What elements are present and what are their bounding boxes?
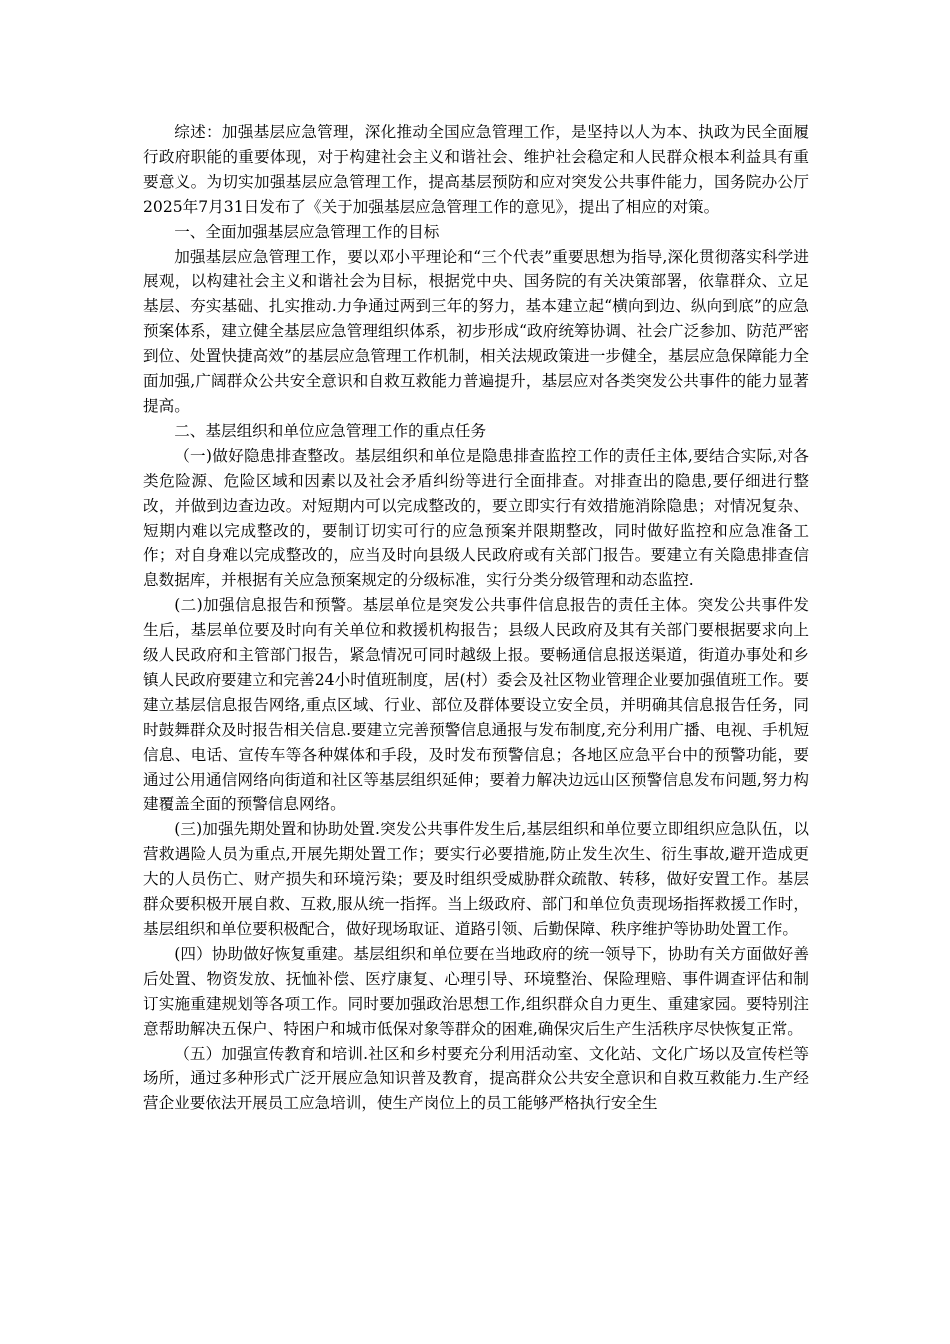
task-paragraph-3: (三)加强先期处置和协助处置.突发公共事件发生后,基层组织和单位要立即组织应急队伍，以营救遇险人员为重点,开展先期处置工作；要实行必要措施,防止发生次生、衍生事故,避开造成更大的人员伤亡、财产损失和环境污染；要及时组织受威胁群众疏散、转移，做好安置工作。基层群众要积极开展自救、互救,服从统一指挥。当上级政府、部门和单位负责现场指挥救援工作时，基层组织和单位要积极配合，做好现场取证、道路引领、后勤保障、秩序维护等协助处置工作。 (143, 820, 809, 938)
summary-paragraph: 综述：加强基层应急管理，深化推动全国应急管理工作，是坚持以人为本、执政为民全面履行政府职能的重要体现，对于构建社会主义和谐社会、维护社会稳定和人民群众根本利益具有重要意义。为切实加强基层应急管理工作，提高基层预防和应对突发公共事件能力，国务院办公厅2025年7月31日发布了《关于加强基层应急管理工作的意见》，提出了相应的对策。 (143, 123, 809, 216)
task-paragraph-2: (二)加强信息报告和预警。基层单位是突发公共事件信息报告的责任主体。突发公共事件发生后，基层单位要及时向有关单位和救援机构报告；县级人民政府及其有关部门要根据要求向上级人民政府和主管部门报告，紧急情况可同时越级上报。要畅通信息报送渠道，街道办事处和乡镇人民政府要建立和完善24小时值班制度，居(村）委会及社区物业管理企业要加强值班工作。要建立基层信息报告网络,重点区域、行业、部位及群体要设立安全员，并明确其信息报告任务，同时鼓舞群众及时报告相关信息.要建立完善预警信息通报与发布制度,充分利用广播、电视、手机短信息、电话、宣传车等各种媒体和手段，及时发布预警信息；各地区应急平台中的预警功能，要通过公用通信网络向街道和社区等基层组织延伸；要着力解决边远山区预警信息发布问题,努力构建覆盖全面的预警信息网络。 (143, 596, 809, 814)
task-paragraph-4: (四）协助做好恢复重建。基层组织和单位要在当地政府的统一领导下，协助有关方面做好善后处置、物资发放、抚恤补偿、医疗康复、心理引导、环境整治、保险理赔、事件调查评估和制订实施重建规划等各项工作。同时要加强政治思想工作,组织群众自力更生、重建家园。要特别注意帮助解决五保户、特困户和城市低保对象等群众的困难,确保灾后生产生活秩序尽快恢复正常。 (143, 944, 809, 1038)
section-heading-goals: 一、全面加强基层应急管理工作的目标 (174, 222, 440, 241)
document-page (143, 120, 809, 1116)
task-paragraph-5: （五）加强宣传教育和培训.社区和乡村要充分利用活动室、文化站、文化广场以及宣传栏等场所，通过多种形式广泛开展应急知识普及教育，提高群众公共安全意识和自救互救能力.生产经营企业要依法开展员工应急培训，使生产岗位上的员工能够严格执行安全生 (143, 1044, 809, 1113)
task-paragraph-1: （一)做好隐患排查整改。基层组织和单位是隐患排查监控工作的责任主体,要结合实际,对各类危险源、危险区域和因素以及社会矛盾纠纷等进行全面排查。对排查出的隐患,要仔细进行整改，并做到边查边改。对短期内可以完成整改的，要立即实行有效措施消除隐患；对情况复杂、短期内难以完成整改的，要制订切实可行的应急预案并限期整改，同时做好监控和应急准备工作；对自身难以完成整改的，应当及时向县级人民政府或有关部门报告。要建立有关隐患排查信息数据库，并根据有关应急预案规定的分级标准，实行分类分级管理和动态监控. (143, 446, 809, 590)
section-heading-tasks: 二、基层组织和单位应急管理工作的重点任务 (174, 421, 487, 440)
goals-paragraph: 加强基层应急管理工作，要以邓小平理论和“三个代表”重要思想为指导,深化贯彻落实科学进展观，以构建社会主义和谐社会为目标，根据党中央、国务院的有关决策部署，依靠群众、立足基层、夯实基础、扎实推动.力争通过两到三年的努力，基本建立起“横向到边、纵向到底”的应急预案体系，建立健全基层应急管理组织体系，初步形成“政府统筹协调、社会广泛参加、防范严密到位、处置快捷高效”的基层应急管理工作机制，相关法规政策进一步健全，基层应急保障能力全面加强,广阔群众公共安全意识和自救互救能力普遍提升，基层应对各类突发公共事件的能力显著提高。 (143, 247, 809, 415)
